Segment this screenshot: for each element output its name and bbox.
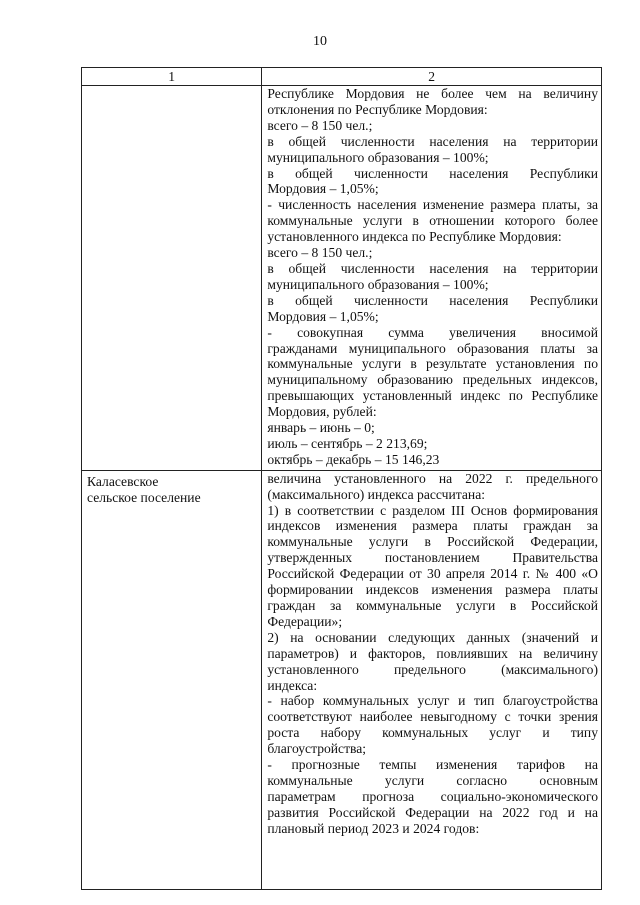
- description-text-line: (максимального) индекса рассчитана:: [267, 486, 486, 502]
- description-text-line: коммунальные услуги в Российской Федерации,: [267, 534, 598, 550]
- description-text-line: коммунальные услуги согласно основным: [267, 772, 598, 788]
- description-text-line: январь – июнь – 0;: [267, 420, 375, 436]
- description-text-line: Федерации»;: [267, 613, 343, 629]
- description-text-line: установленного предельного (максимального): [267, 661, 598, 677]
- municipality-name-line: Каласевское: [87, 473, 159, 489]
- description-text-line: всего – 8 150 чел.;: [267, 245, 373, 261]
- description-text-line: в общей численности населения на территории: [267, 260, 598, 276]
- description-text-line: Мордовия – 1,05%;: [267, 308, 379, 324]
- description-text-line: - набор коммунальных услуг и тип благоустройства: [267, 693, 598, 709]
- description-text-line: роста набору коммунальных услуг и типу: [267, 725, 598, 741]
- page-number: 10: [313, 34, 327, 49]
- description-text-line: граждан за коммунальные услуги в Российской: [267, 598, 598, 613]
- description-text-line: Мордовия, рублей:: [267, 404, 377, 420]
- description-text-line: муниципальному образованию предельных индексов,: [267, 372, 598, 388]
- header-col-2: 2: [262, 68, 602, 86]
- description-text-line: июль – сентябрь – 2 213,69;: [267, 435, 428, 451]
- description-text-line: индексов изменения размера платы граждан за: [267, 518, 598, 534]
- description-text-line: в общей численности населения Республики: [267, 292, 598, 308]
- table-row: [82, 86, 602, 471]
- description-text-line: формировании индексов изменения размера платы: [267, 582, 598, 598]
- description-text-line: плановый период 2023 и 2024 годов:: [267, 820, 480, 836]
- description-text-line: октябрь – декабрь – 15 146,23: [267, 451, 440, 467]
- description-text-line: гражданами муниципального образования платы за: [267, 340, 598, 356]
- description-text-line: Мордовия – 1,05%;: [267, 181, 379, 197]
- description-cell: [262, 86, 602, 471]
- description-text-line: превышающих установленный индекс по Республике: [267, 388, 598, 404]
- description-text-line: благоустройства;: [267, 741, 367, 757]
- description-cell: [262, 470, 602, 889]
- description-text-line: муниципального образования – 100%;: [267, 276, 489, 292]
- municipality-name-line: сельское поселение: [87, 489, 201, 505]
- description-text-line: - совокупная сумма увеличения вносимой: [267, 324, 598, 340]
- description-text-line: - численность населения изменение размера платы, за: [267, 197, 598, 213]
- description-text-line: Республике Мордовия не более чем на величину: [267, 86, 598, 101]
- municipality-cell: [82, 86, 262, 471]
- description-text-line: 1) в соответствии с разделом III Основ формирования: [267, 502, 598, 518]
- description-text-line: в общей численности населения на территории: [267, 133, 598, 149]
- description-text-line: развития Российской Федерации на 2022 год и на: [267, 804, 598, 820]
- description-text-line: утвержденных постановлением Правительства: [267, 550, 598, 566]
- table-row: [82, 470, 602, 889]
- table-header-row: [82, 68, 602, 86]
- description-text-line: коммунальные услуги в результате установления по: [267, 356, 598, 372]
- description-text-line: в общей численности населения Республики: [267, 165, 598, 181]
- description-text-line: установленного индекса по Республике Мордовия:: [267, 229, 562, 245]
- description-text-line: параметрам прогноза социально-экономического: [267, 788, 598, 804]
- description-text-line: муниципального образования – 100%;: [267, 149, 489, 165]
- description-text-line: величина установленного на 2022 г. предельного: [267, 470, 598, 486]
- description-text-line: параметров) и факторов, повлиявших на величину: [267, 645, 598, 661]
- description-text-line: индекса:: [267, 677, 318, 693]
- description-text-line: 2) на основании следующих данных (значений и: [267, 629, 598, 645]
- description-text-line: отклонения по Республике Мордовия:: [267, 101, 488, 117]
- description-text-line: - прогнозные темпы изменения тарифов на: [267, 757, 598, 773]
- description-text-line: всего – 8 150 чел.;: [267, 117, 373, 133]
- description-text-line: коммунальные услуги в отношении которого более: [267, 213, 598, 229]
- description-text-line: соответствуют наиболее невыгодному с точки зрения: [267, 709, 598, 725]
- header-col-1: 1: [82, 68, 262, 86]
- municipality-index-table: [81, 67, 602, 890]
- description-text-line: Российской Федерации от 30 апреля 2014 г. № 400 «О: [267, 566, 598, 582]
- municipality-cell: [82, 470, 262, 889]
